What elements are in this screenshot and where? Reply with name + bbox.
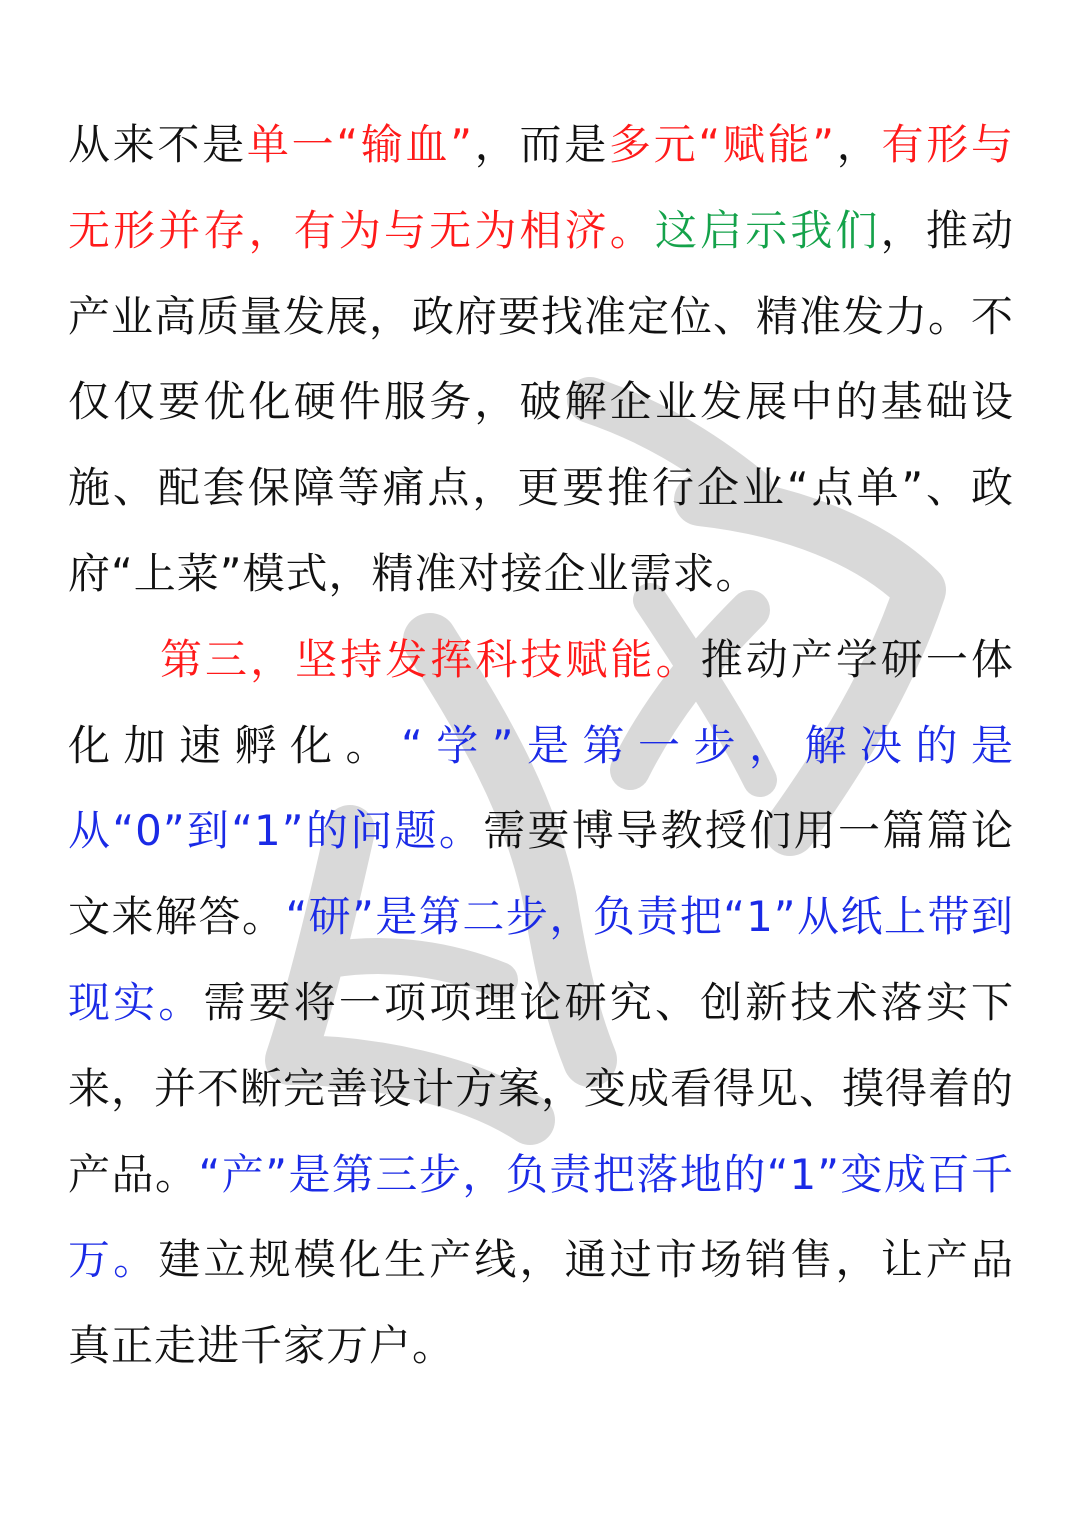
text-run: 需要博导教授们用一篇篇论文来解答。 xyxy=(68,806,1014,942)
text-run: 从来不是 xyxy=(68,120,247,169)
text-run-highlight-red: 单一“输血” xyxy=(246,120,474,169)
text-run-highlight-green: 这启示我们 xyxy=(654,205,881,255)
paragraph xyxy=(68,617,1014,1389)
document-body xyxy=(68,102,1014,1389)
paragraph xyxy=(68,102,1014,617)
section-heading: 第三，坚持发挥科技赋能。 xyxy=(160,634,701,684)
text-run-highlight-red: 有形与无形并存，有为与无为相济。 xyxy=(68,120,1014,255)
text-run: 需要将一项项理论研究、创新技术落实下来，并不断完善设计方案，变成看得见、摸得着的产品。 xyxy=(68,977,1015,1199)
text-run: 推动产学研一体化加速孵化。 xyxy=(68,634,1014,770)
text-run: ， xyxy=(835,120,882,169)
text-run: 建立规模化生产线，通过市场销售，让产品真正走进千家万户。 xyxy=(68,1235,1014,1371)
text-run-highlight-red: 多元“赋能” xyxy=(608,120,836,169)
text-run-highlight-blue: “研”是第二步，负责把“1”从纸上带到现实。 xyxy=(68,892,1014,1027)
text-run-highlight-blue: “学”是第一步，解决的是从“0”到“1”的问题。 xyxy=(68,720,1014,856)
text-run: ，而是 xyxy=(473,120,609,169)
text-run-highlight-blue: “产”是第三步，负责把落地的“1”变成百千万。 xyxy=(68,1149,1014,1285)
text-run: ，推动产业高质量发展，政府要找准定位、精准发力。不仅仅要优化硬件服务，破解企业发展中的基础设施、配套保障等痛点，更要推行企业“点单”、政府“上菜”模式，精准对接企业需求。 xyxy=(68,205,1015,598)
